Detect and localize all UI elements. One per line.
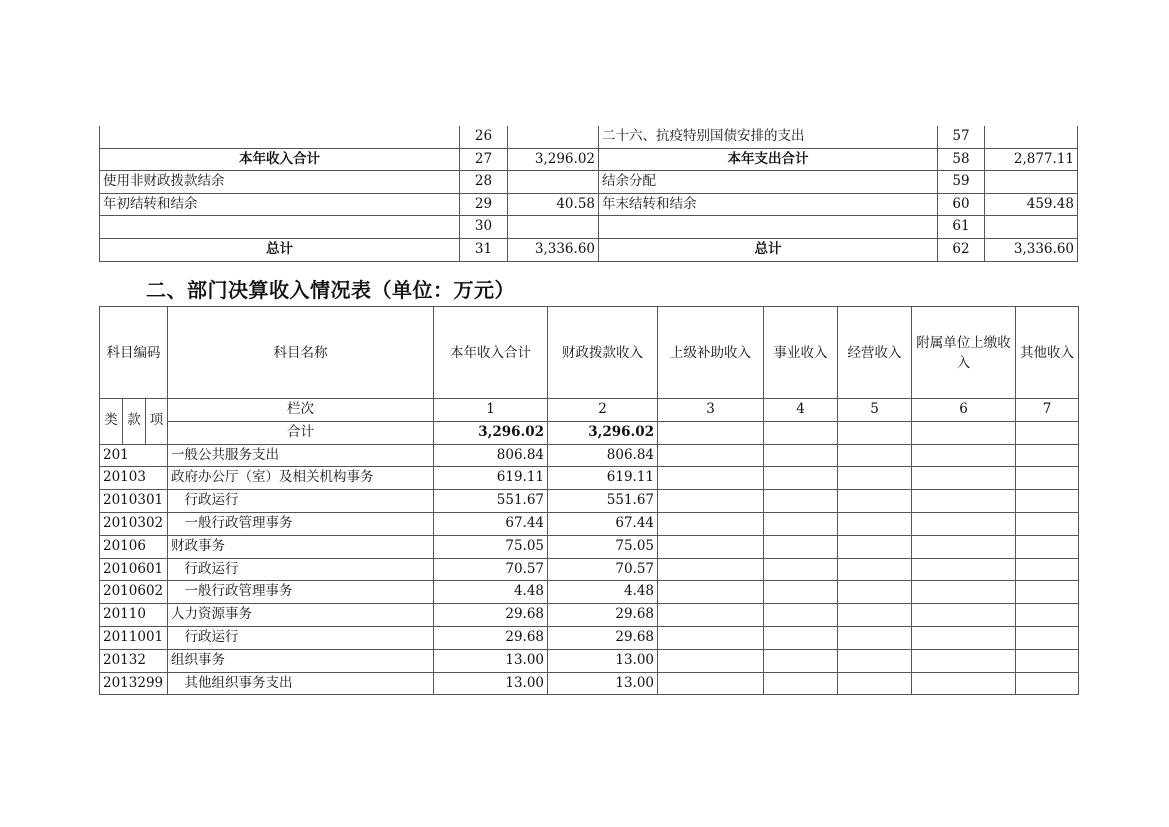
summary-left-amount: 3,336.60 [508,238,599,261]
summary-left-number: 31 [460,238,508,261]
summary-right-number: 62 [938,238,985,261]
summary-left-label: 年初结转和结余 [100,193,460,216]
empty-cell [912,444,1016,467]
header-code: 科目编码 [100,307,168,399]
subject-name: 其他组织事务支出 [168,672,434,695]
empty-cell [1016,444,1079,467]
subject-name: 人力资源事务 [168,604,434,627]
income-total: 29.68 [434,604,548,627]
empty-cell [658,444,764,467]
header-other: 其他收入 [1016,307,1079,399]
income-row [100,444,1079,467]
income-row [100,490,1079,513]
subject-name: 组织事务 [168,649,434,672]
summary-left-label: 总计 [100,238,460,261]
empty-cell [1016,490,1079,513]
income-table-body [100,307,1079,695]
summary-left-number: 30 [460,216,508,239]
fiscal-income: 13.00 [548,649,658,672]
income-total: 67.44 [434,512,548,535]
summary-left-number: 26 [460,126,508,148]
empty-cell [912,558,1016,581]
summary-left-amount [508,171,599,194]
empty-cell [838,581,912,604]
header-name: 科目名称 [168,307,434,399]
empty-cell [658,672,764,695]
subheader-xiang: 项 [146,399,168,445]
summary-right-label: 总计 [599,238,938,261]
empty-cell [764,581,838,604]
income-total: 29.68 [434,626,548,649]
income-total: 70.57 [434,558,548,581]
empty-cell [838,421,912,444]
total-row [100,421,1079,444]
summary-left-label: 使用非财政拨款结余 [100,171,460,194]
empty-cell [658,467,764,490]
summary-right-label [599,216,938,239]
subheader-kuan: 款 [123,399,146,445]
header-business: 事业收入 [764,307,838,399]
summary-left-label [100,216,460,239]
income-row [100,535,1079,558]
summary-left-label: 本年收入合计 [100,148,460,171]
income-row [100,649,1079,672]
empty-cell [658,490,764,513]
empty-cell [838,558,912,581]
empty-cell [658,604,764,627]
summary-right-number: 58 [938,148,985,171]
column-number: 4 [764,399,838,422]
summary-row [100,126,1078,148]
summary-right-number: 59 [938,171,985,194]
column-number: 2 [548,399,658,422]
fiscal-income: 619.11 [548,467,658,490]
total-income-value: 3,296.02 [434,421,548,444]
summary-row [100,171,1078,194]
empty-cell [1016,604,1079,627]
summary-right-amount [985,126,1078,148]
empty-cell [1016,649,1079,672]
income-row [100,672,1079,695]
empty-cell [764,535,838,558]
subject-name: 行政运行 [168,626,434,649]
fiscal-income: 70.57 [548,558,658,581]
fiscal-income: 29.68 [548,626,658,649]
empty-cell [838,444,912,467]
fiscal-income: 29.68 [548,604,658,627]
empty-cell [1016,672,1079,695]
empty-cell [658,626,764,649]
summary-right-label: 二十六、抗疫特别国债安排的支出 [599,126,938,148]
fiscal-income: 75.05 [548,535,658,558]
empty-cell [764,444,838,467]
subject-name: 一般行政管理事务 [168,512,434,535]
empty-cell [764,558,838,581]
empty-cell [838,467,912,490]
empty-cell [1016,558,1079,581]
empty-cell [658,421,764,444]
income-row [100,467,1079,490]
subject-code: 2010601 [100,558,168,581]
empty-cell [764,604,838,627]
empty-cell [764,421,838,444]
summary-right-amount: 459.48 [985,193,1078,216]
summary-left-number: 28 [460,171,508,194]
empty-cell [912,649,1016,672]
column-number: 6 [912,399,1016,422]
empty-cell [764,512,838,535]
income-total: 75.05 [434,535,548,558]
empty-cell [838,535,912,558]
income-total: 806.84 [434,444,548,467]
subject-name: 一般行政管理事务 [168,581,434,604]
subject-code: 2010602 [100,581,168,604]
empty-cell [912,672,1016,695]
empty-cell [1016,421,1079,444]
fiscal-income: 13.00 [548,672,658,695]
fiscal-income: 551.67 [548,490,658,513]
empty-cell [658,512,764,535]
total-fiscal-value: 3,296.02 [548,421,658,444]
income-row [100,626,1079,649]
empty-cell [1016,467,1079,490]
subject-code: 20132 [100,649,168,672]
empty-cell [912,512,1016,535]
income-row [100,512,1079,535]
income-row [100,558,1079,581]
summary-row [100,148,1078,171]
summary-right-label: 本年支出合计 [599,148,938,171]
empty-cell [838,490,912,513]
empty-cell [764,467,838,490]
subject-name: 政府办公厅（室）及相关机构事务 [168,467,434,490]
summary-right-amount [985,216,1078,239]
header-fiscal: 财政拨款收入 [548,307,658,399]
summary-left-number: 27 [460,148,508,171]
fiscal-income: 67.44 [548,512,658,535]
empty-cell [658,558,764,581]
subject-code: 2013299 [100,672,168,695]
summary-right-label: 结余分配 [599,171,938,194]
empty-cell [764,649,838,672]
column-number: 7 [1016,399,1079,422]
subheader-lei: 类 [100,399,123,445]
income-total: 4.48 [434,581,548,604]
empty-cell [764,490,838,513]
column-number: 1 [434,399,548,422]
empty-cell [658,581,764,604]
empty-cell [912,535,1016,558]
summary-table [99,126,1078,262]
income-total: 13.00 [434,672,548,695]
summary-row [100,193,1078,216]
column-number-row [100,399,1079,422]
subject-name: 一般公共服务支出 [168,444,434,467]
fiscal-income: 806.84 [548,444,658,467]
summary-row [100,238,1078,261]
fiscal-income: 4.48 [548,581,658,604]
income-row [100,581,1079,604]
subject-code: 2010301 [100,490,168,513]
empty-cell [838,604,912,627]
summary-right-amount: 3,336.60 [985,238,1078,261]
empty-cell [1016,535,1079,558]
empty-cell [658,649,764,672]
subject-code: 20103 [100,467,168,490]
summary-left-label [100,126,460,148]
section-title: 二、部门决算收入情况表（单位：万元） [146,278,515,302]
subject-code: 20106 [100,535,168,558]
empty-cell [912,604,1016,627]
subject-name: 行政运行 [168,490,434,513]
income-total: 551.67 [434,490,548,513]
empty-cell [838,672,912,695]
summary-right-amount [985,171,1078,194]
empty-cell [838,512,912,535]
summary-left-amount: 40.58 [508,193,599,216]
summary-left-amount [508,126,599,148]
total-label: 合计 [168,421,434,444]
subject-code: 20110 [100,604,168,627]
subject-code: 2010302 [100,512,168,535]
empty-cell [1016,581,1079,604]
summary-right-amount: 2,877.11 [985,148,1078,171]
summary-right-number: 61 [938,216,985,239]
column-number: 3 [658,399,764,422]
subject-name: 财政事务 [168,535,434,558]
income-total: 13.00 [434,649,548,672]
summary-left-amount [508,216,599,239]
empty-cell [912,467,1016,490]
summary-right-number: 57 [938,126,985,148]
empty-cell [1016,512,1079,535]
empty-cell [764,626,838,649]
empty-cell [658,535,764,558]
income-table [99,306,1079,695]
subject-code: 201 [100,444,168,467]
summary-right-label: 年末结转和结余 [599,193,938,216]
income-total: 619.11 [434,467,548,490]
empty-cell [764,672,838,695]
summary-left-amount: 3,296.02 [508,148,599,171]
empty-cell [912,421,1016,444]
empty-cell [838,626,912,649]
empty-cell [838,649,912,672]
empty-cell [912,490,1016,513]
empty-cell [1016,626,1079,649]
column-number: 5 [838,399,912,422]
header-operating: 经营收入 [838,307,912,399]
header-affiliated: 附属单位上缴收入 [912,307,1016,399]
summary-table-body [100,126,1078,261]
header-total: 本年收入合计 [434,307,548,399]
income-row [100,604,1079,627]
empty-cell [912,626,1016,649]
summary-left-number: 29 [460,193,508,216]
subject-code: 2011001 [100,626,168,649]
column-label: 栏次 [168,399,434,422]
summary-right-number: 60 [938,193,985,216]
subject-name: 行政运行 [168,558,434,581]
header-superior: 上级补助收入 [658,307,764,399]
empty-cell [912,581,1016,604]
summary-row [100,216,1078,239]
income-header-row [100,307,1079,399]
